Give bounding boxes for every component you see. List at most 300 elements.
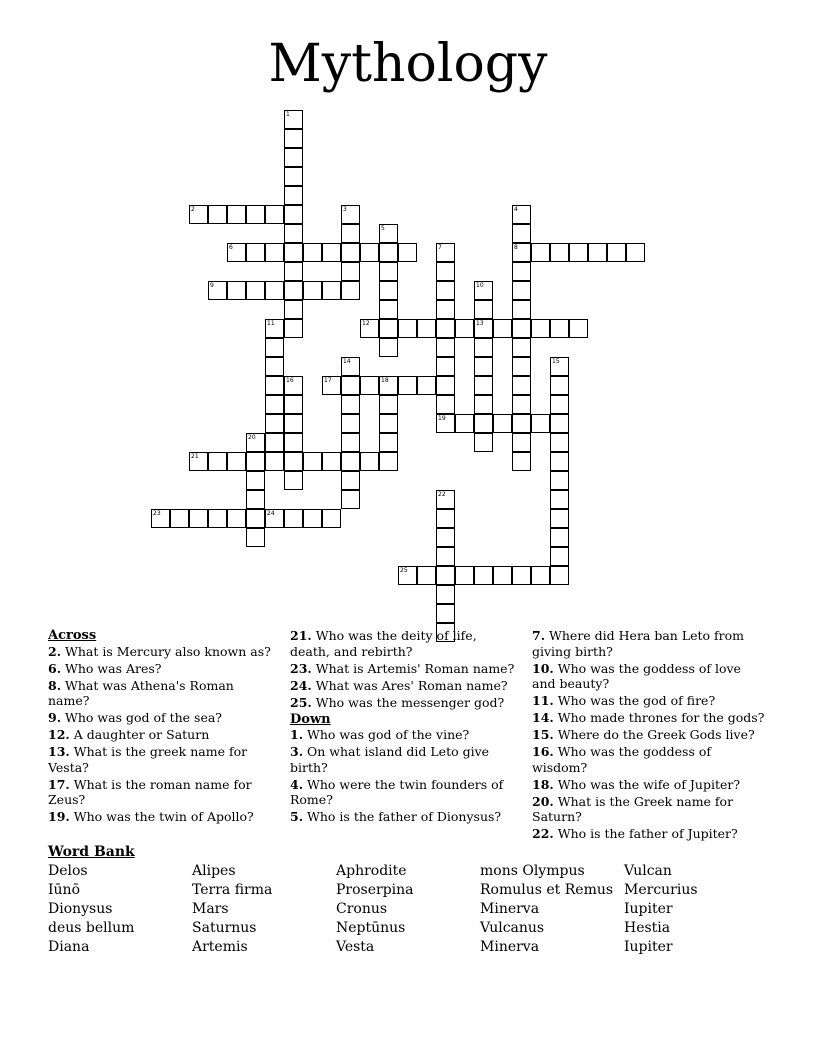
crossword-cell[interactable] <box>512 376 531 395</box>
clue-text: Who was the goddess of wisdom? <box>532 744 711 775</box>
crossword-cell[interactable] <box>550 547 569 566</box>
crossword-cell[interactable] <box>379 262 398 281</box>
crossword-cell[interactable] <box>284 281 303 300</box>
clue-number: 16. <box>532 744 554 759</box>
crossword-cell[interactable] <box>341 376 360 395</box>
crossword-cell[interactable] <box>550 528 569 547</box>
down-clue <box>290 744 520 775</box>
across-clue <box>48 777 276 808</box>
clue-text: Who was the deity of life, death, and rebirth? <box>290 628 477 659</box>
crossword-cell[interactable] <box>550 376 569 395</box>
crossword-cell[interactable] <box>474 376 493 395</box>
crossword-cell[interactable] <box>531 566 550 585</box>
crossword-cell[interactable] <box>550 471 569 490</box>
crossword-cell[interactable] <box>227 509 246 528</box>
clue-number: 17. <box>48 776 70 792</box>
across-clue <box>290 661 520 677</box>
crossword-cell[interactable] <box>550 414 569 433</box>
clue-number: 2. <box>48 643 62 659</box>
clue-number: 19 <box>438 415 446 422</box>
word-bank-entry: Vesta <box>336 939 375 955</box>
down-clue <box>532 794 768 825</box>
crossword-cell[interactable] <box>569 243 588 262</box>
crossword-cell[interactable] <box>512 319 531 338</box>
crossword-cell[interactable] <box>550 509 569 528</box>
crossword-cell[interactable] <box>303 281 322 300</box>
crossword-cell[interactable] <box>189 205 208 224</box>
crossword-cell[interactable] <box>398 319 417 338</box>
clue-number: 8 <box>514 244 518 251</box>
clue-text: What is Mercury also known as? <box>61 643 271 659</box>
clue-number: 13 <box>476 320 484 327</box>
crossword-cell[interactable] <box>550 243 569 262</box>
crossword-cell[interactable] <box>322 509 341 528</box>
clue-text: Who made thrones for the gods? <box>553 710 765 725</box>
crossword-cell[interactable] <box>512 243 531 262</box>
crossword-cell[interactable] <box>417 376 436 395</box>
crossword-cell[interactable] <box>246 490 265 509</box>
clues-column-2 <box>290 628 520 826</box>
crossword-cell[interactable] <box>379 243 398 262</box>
clue-text: What is the Greek name for Saturn? <box>532 793 734 824</box>
crossword-cell[interactable] <box>341 395 360 414</box>
word-bank-entry: mons Olympus <box>480 863 585 879</box>
crossword-cell[interactable] <box>379 224 398 243</box>
crossword-cell[interactable] <box>265 281 284 300</box>
clue-text: A daughter or Saturn <box>69 727 210 742</box>
crossword-cell[interactable] <box>360 376 379 395</box>
clue-number: 19. <box>48 809 70 824</box>
crossword-cell[interactable] <box>208 205 227 224</box>
word-bank-entry: Minerva <box>480 939 540 955</box>
crossword-cell[interactable] <box>607 243 626 262</box>
word-bank-entry: Delos <box>48 863 88 879</box>
crossword-cell[interactable] <box>303 509 322 528</box>
clue-number: 15 <box>552 358 560 365</box>
crossword-cell[interactable] <box>474 414 493 433</box>
crossword-cell[interactable] <box>284 319 303 338</box>
down-clue <box>532 628 768 659</box>
clue-number: 10 <box>476 282 484 289</box>
crossword-cell[interactable] <box>284 186 303 205</box>
crossword-cell[interactable] <box>246 452 265 471</box>
clue-number: 4. <box>290 776 304 792</box>
crossword-cell[interactable] <box>455 319 474 338</box>
crossword-cell[interactable] <box>569 319 588 338</box>
crossword-cell[interactable] <box>474 281 493 300</box>
crossword-cell[interactable] <box>512 262 531 281</box>
crossword-cell[interactable] <box>436 566 455 585</box>
across-clue <box>290 628 520 659</box>
clue-number: 23. <box>290 660 312 676</box>
crossword-cell[interactable] <box>474 338 493 357</box>
crossword-cell[interactable] <box>246 528 265 547</box>
crossword-cell[interactable] <box>284 376 303 395</box>
crossword-cell[interactable] <box>379 395 398 414</box>
clue-text: What is Artemis' Roman name? <box>311 660 515 676</box>
crossword-cell[interactable] <box>208 452 227 471</box>
crossword-cell[interactable] <box>341 433 360 452</box>
crossword-cell[interactable] <box>474 319 493 338</box>
word-bank-column <box>336 862 414 957</box>
crossword-cell[interactable] <box>360 243 379 262</box>
clue-text: Who was the messenger god? <box>311 694 505 710</box>
clue-number: 2 <box>191 206 195 213</box>
clue-number: 20 <box>248 434 256 441</box>
clue-number: 12. <box>48 727 70 742</box>
word-bank-entry: Artemis <box>192 939 248 955</box>
crossword-cell[interactable] <box>436 604 455 623</box>
crossword-cell[interactable] <box>531 243 550 262</box>
crossword-cell[interactable] <box>436 528 455 547</box>
crossword-cell[interactable] <box>436 376 455 395</box>
crossword-cell[interactable] <box>550 395 569 414</box>
crossword-cell[interactable] <box>246 471 265 490</box>
crossword-cell[interactable] <box>455 566 474 585</box>
crossword-cell[interactable] <box>436 243 455 262</box>
crossword-cell[interactable] <box>189 509 208 528</box>
crossword-cell[interactable] <box>284 395 303 414</box>
crossword-cell[interactable] <box>474 300 493 319</box>
crossword-cell[interactable] <box>322 452 341 471</box>
word-bank-entry: Mars <box>192 901 229 917</box>
crossword-cell[interactable] <box>170 509 189 528</box>
word-bank-entry: Neptūnus <box>336 920 406 936</box>
across-clue <box>48 661 276 677</box>
crossword-cell[interactable] <box>493 319 512 338</box>
crossword-cell[interactable] <box>246 243 265 262</box>
crossword-cell[interactable] <box>265 414 284 433</box>
crossword-cell[interactable] <box>208 281 227 300</box>
crossword-cell[interactable] <box>322 243 341 262</box>
crossword-cell[interactable] <box>265 205 284 224</box>
word-bank-entry: Aphrodite <box>336 863 407 879</box>
page-title: Mythology <box>268 34 548 94</box>
crossword-cell[interactable] <box>284 509 303 528</box>
crossword-cell[interactable] <box>436 414 455 433</box>
word-bank-column <box>480 862 613 957</box>
crossword-cell[interactable] <box>398 566 417 585</box>
word-bank-entry: Diana <box>48 939 90 955</box>
crossword-cell[interactable] <box>550 490 569 509</box>
clue-number: 12 <box>362 320 370 327</box>
crossword-cell[interactable] <box>512 224 531 243</box>
crossword-cell[interactable] <box>550 452 569 471</box>
crossword-cell[interactable] <box>227 281 246 300</box>
clue-number: 22 <box>438 491 446 498</box>
clue-text: On what island did Leto give birth? <box>290 744 490 775</box>
crossword-cell[interactable] <box>341 243 360 262</box>
crossword-cell[interactable] <box>436 509 455 528</box>
across-clue <box>48 744 276 775</box>
word-bank-entry: Mercurius <box>624 882 698 898</box>
clue-text: Who is the father of Jupiter? <box>553 826 738 841</box>
clue-text: Who was god of the vine? <box>303 727 470 742</box>
crossword-cell[interactable] <box>284 452 303 471</box>
clue-number: 11 <box>267 320 275 327</box>
down-clue <box>532 777 768 793</box>
clue-number: 24. <box>290 677 312 693</box>
crossword-cell[interactable] <box>512 205 531 224</box>
across-clue <box>48 710 276 726</box>
across-clue <box>290 678 520 694</box>
word-bank-entry: Vulcanus <box>480 920 545 936</box>
word-bank-column <box>48 862 134 957</box>
clue-text: Who was the twin of Apollo? <box>69 809 254 824</box>
crossword-cell[interactable] <box>379 338 398 357</box>
crossword-cell[interactable] <box>474 357 493 376</box>
crossword-cell[interactable] <box>436 395 455 414</box>
crossword-cell[interactable] <box>379 376 398 395</box>
crossword-cell[interactable] <box>398 376 417 395</box>
crossword-cell[interactable] <box>512 281 531 300</box>
word-bank-entry: Minerva <box>480 901 540 917</box>
crossword-cell[interactable] <box>531 319 550 338</box>
clue-text: Who were the twin founders of Rome? <box>290 776 504 807</box>
word-bank-entry: Terra firma <box>192 882 273 898</box>
crossword-cell[interactable] <box>265 509 284 528</box>
crossword-cell[interactable] <box>265 433 284 452</box>
crossword-cell[interactable] <box>512 414 531 433</box>
crossword-cell[interactable] <box>208 509 227 528</box>
crossword-cell[interactable] <box>550 319 569 338</box>
crossword-cell[interactable] <box>284 110 303 129</box>
clue-number: 9. <box>48 710 62 725</box>
crossword-cell[interactable] <box>341 490 360 509</box>
clue-number: 21 <box>191 453 199 460</box>
crossword-cell[interactable] <box>398 243 417 262</box>
word-bank-entry: Vulcan <box>624 863 672 879</box>
crossword-cell[interactable] <box>379 414 398 433</box>
clue-text: Who was the wife of Jupiter? <box>553 776 741 792</box>
crossword-cell[interactable] <box>512 566 531 585</box>
crossword-cell[interactable] <box>284 471 303 490</box>
clue-text: What is the greek name for Vesta? <box>48 744 248 775</box>
across-clue <box>48 644 276 660</box>
crossword-cell[interactable] <box>436 547 455 566</box>
clue-text: What was Ares' Roman name? <box>311 677 508 693</box>
crossword-cell[interactable] <box>379 452 398 471</box>
crossword-cell[interactable] <box>246 509 265 528</box>
down-clue <box>532 727 768 743</box>
clue-number: 24 <box>267 510 275 517</box>
crossword-cell[interactable] <box>151 509 170 528</box>
clue-number: 23 <box>153 510 161 517</box>
crossword-cell[interactable] <box>436 357 455 376</box>
crossword-cell[interactable] <box>379 281 398 300</box>
clue-number: 1 <box>286 111 290 118</box>
crossword-cell[interactable] <box>246 281 265 300</box>
clue-number: 25 <box>400 567 408 574</box>
clue-text: What was Athena's Roman name? <box>48 677 234 708</box>
clue-number: 5 <box>381 225 385 232</box>
crossword-cell[interactable] <box>284 148 303 167</box>
clues-column-3 <box>532 628 768 843</box>
crossword-cell[interactable] <box>227 205 246 224</box>
crossword-cell[interactable] <box>189 452 208 471</box>
across-heading: Across <box>48 628 97 643</box>
crossword-cell[interactable] <box>284 262 303 281</box>
down-clue <box>532 826 768 842</box>
clue-number: 6. <box>48 660 62 676</box>
crossword-cell[interactable] <box>227 243 246 262</box>
clues-column-1 <box>48 628 276 826</box>
clue-number: 3 <box>343 206 347 213</box>
crossword-cell[interactable] <box>322 281 341 300</box>
crossword-cell[interactable] <box>341 281 360 300</box>
crossword-cell[interactable] <box>303 243 322 262</box>
crossword-cell[interactable] <box>360 452 379 471</box>
crossword-cell[interactable] <box>246 205 265 224</box>
crossword-cell[interactable] <box>360 319 379 338</box>
crossword-cell[interactable] <box>284 243 303 262</box>
crossword-cell[interactable] <box>436 338 455 357</box>
clue-text: What is the roman name for Zeus? <box>48 776 252 807</box>
clue-number: 6 <box>229 244 233 251</box>
word-bank-entry: Proserpina <box>336 882 414 898</box>
crossword-cell[interactable] <box>341 205 360 224</box>
crossword-cell[interactable] <box>531 414 550 433</box>
crossword-cell[interactable] <box>284 129 303 148</box>
word-bank-column <box>624 862 698 957</box>
down-clue <box>532 693 768 709</box>
word-bank-entry: Hestia <box>624 920 671 936</box>
crossword-cell[interactable] <box>284 224 303 243</box>
crossword-cell[interactable] <box>265 338 284 357</box>
down-clue <box>532 744 768 775</box>
word-bank-entry: Iupiter <box>624 939 673 955</box>
crossword-cell[interactable] <box>265 395 284 414</box>
down-clue <box>532 661 768 692</box>
crossword-cell[interactable] <box>436 490 455 509</box>
crossword-cell[interactable] <box>436 585 455 604</box>
crossword-cell[interactable] <box>417 566 436 585</box>
clue-number: 8. <box>48 677 62 693</box>
clue-text: Who was Ares? <box>61 660 162 676</box>
clue-number: 18 <box>381 377 389 384</box>
crossword-cell[interactable] <box>341 471 360 490</box>
crossword-cell[interactable] <box>303 452 322 471</box>
crossword-cell[interactable] <box>341 414 360 433</box>
crossword-cell[interactable] <box>474 395 493 414</box>
crossword-cell[interactable] <box>284 414 303 433</box>
clue-number: 20. <box>532 793 554 809</box>
crossword-cell[interactable] <box>265 376 284 395</box>
clue-number: 15. <box>532 727 554 742</box>
clue-number: 22. <box>532 826 554 841</box>
word-bank-column <box>192 862 272 957</box>
crossword-cell[interactable] <box>626 243 645 262</box>
crossword-cell[interactable] <box>341 262 360 281</box>
crossword-cell[interactable] <box>436 262 455 281</box>
clue-number: 10. <box>532 660 554 676</box>
crossword-cell[interactable] <box>265 243 284 262</box>
clue-number: 5. <box>290 809 304 824</box>
crossword-cell[interactable] <box>322 376 341 395</box>
word-bank-heading: Word Bank <box>48 844 135 860</box>
crossword-cell[interactable] <box>284 300 303 319</box>
crossword-cell[interactable] <box>512 338 531 357</box>
word-bank-entry: Alipes <box>192 863 236 879</box>
crossword-cell[interactable] <box>493 414 512 433</box>
crossword-cell[interactable] <box>550 357 569 376</box>
across-clue <box>48 809 276 825</box>
clue-number: 17 <box>324 377 332 384</box>
crossword-cell[interactable] <box>474 433 493 452</box>
crossword-cell[interactable] <box>284 205 303 224</box>
crossword-cell[interactable] <box>379 319 398 338</box>
word-bank-entry: Iupiter <box>624 901 673 917</box>
crossword-cell[interactable] <box>284 433 303 452</box>
crossword-cell[interactable] <box>588 243 607 262</box>
crossword-cell[interactable] <box>379 433 398 452</box>
clue-number: 21. <box>290 628 312 643</box>
crossword-cell[interactable] <box>341 357 360 376</box>
crossword-cell[interactable] <box>550 566 569 585</box>
crossword-cell[interactable] <box>512 433 531 452</box>
down-heading: Down <box>290 711 331 727</box>
crossword-cell[interactable] <box>246 433 265 452</box>
crossword-cell[interactable] <box>550 433 569 452</box>
crossword-cell[interactable] <box>436 300 455 319</box>
across-clue <box>290 695 520 711</box>
clue-number: 4 <box>514 206 518 213</box>
clue-number: 25. <box>290 694 312 710</box>
clue-text: Who was the goddess of love and beauty? <box>532 660 741 691</box>
clue-number: 14. <box>532 710 554 725</box>
crossword-cell[interactable] <box>417 319 436 338</box>
clue-number: 3. <box>290 744 304 759</box>
word-bank-entry: Cronus <box>336 901 388 917</box>
clue-number: 18. <box>532 776 554 792</box>
word-bank-entry: Iūnō <box>48 882 80 898</box>
word-bank-entry: deus bellum <box>48 920 135 936</box>
crossword-cell[interactable] <box>265 357 284 376</box>
clue-text: Who is the father of Dionysus? <box>303 809 502 824</box>
across-clue <box>48 727 276 743</box>
clue-number: 14 <box>343 358 351 365</box>
crossword-cell[interactable] <box>474 566 493 585</box>
word-bank-entry: Romulus et Remus <box>480 882 614 898</box>
crossword-cell[interactable] <box>379 300 398 319</box>
across-clue <box>48 678 276 709</box>
down-clue <box>290 809 520 825</box>
crossword-cell[interactable] <box>227 452 246 471</box>
crossword-cell[interactable] <box>284 167 303 186</box>
clue-number: 7. <box>532 628 546 643</box>
crossword-cell[interactable] <box>512 452 531 471</box>
down-clue <box>290 727 520 743</box>
crossword-cell[interactable] <box>512 357 531 376</box>
crossword-cell[interactable] <box>436 319 455 338</box>
crossword-cell[interactable] <box>341 452 360 471</box>
word-bank-entry: Saturnus <box>192 920 257 936</box>
crossword-cell[interactable] <box>512 395 531 414</box>
crossword-cell[interactable] <box>265 319 284 338</box>
crossword-cell[interactable] <box>341 224 360 243</box>
clue-text: Who was god of the sea? <box>61 710 223 725</box>
crossword-cell[interactable] <box>265 452 284 471</box>
crossword-cell[interactable] <box>512 300 531 319</box>
crossword-cell[interactable] <box>436 281 455 300</box>
clue-number: 9 <box>210 282 214 289</box>
clue-text: Who was the god of fire? <box>553 693 716 708</box>
clue-text: Where did Hera ban Leto from giving birth? <box>532 628 745 659</box>
down-clue <box>532 710 768 726</box>
down-clue <box>290 777 520 808</box>
crossword-cell[interactable] <box>455 414 474 433</box>
crossword-cell[interactable] <box>493 566 512 585</box>
